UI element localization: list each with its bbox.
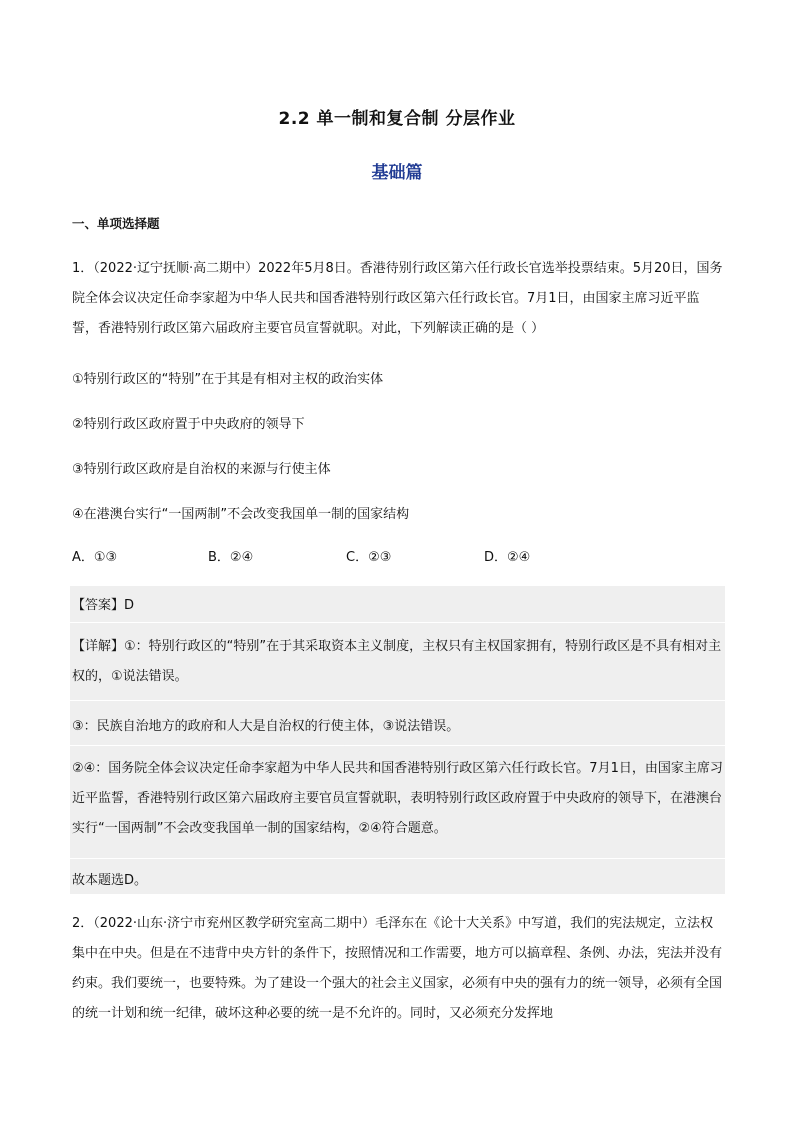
explanation-2: ③：民族自治地方的政府和人大是自治权的行使主体，③说法错误。	[72, 719, 460, 734]
question-1-item-4: ④在港澳台实行“一国两制”不会改变我国单一制的国家结构	[72, 507, 410, 522]
question-2-stem: 2．（2022·山东·济宁市兖州区教学研究室高二期中）毛泽东在《论十大关系》中写道，我们的宪法规定，立法权集中在中央。但是在不违背中央方针的条件下，按照情况和工作需要，地方可以搞章程、条例、办法，宪法并没有约束。我们要统一，也要特殊。为了建设一个强大的社会主义国家，必须有中央的强有力的统一领导，必须有全国的统一计划和统一纪律，破坏这种必要的统一是不允许的。同时，又必须充分发挥地	[72, 916, 723, 1021]
page-title: 2.2 单一制和复合制 分层作业	[278, 109, 516, 129]
explanation-3: ②④：国务院全体会议决定任命李家超为中华人民共和国香港特别行政区第六任行政长官。7月1日，由国家主席习近平监誓，香港特别行政区第六届政府主要官员宣誓就职，表明特别行政区政府置于中央政府的领导下，在港澳台实行“一国两制”不会改变我国单一制的国家结构，②④符合题意。	[72, 761, 723, 836]
question-1-stem: 1．（2022·辽宁抚顺·高二期中）2022年5月8日。香港待别行政区第六任行政长官选举投票结束。5月20日，国务院全体会议决定任命李家超为中华人民共和国香港特别行政区第六任行政长官。7月1日，由国家主席习近平监誓，香港特别行政区第六届政府主要官员宣誓就职。对此，下列解读正确的是（ ）	[72, 261, 723, 336]
answer-divider	[70, 700, 725, 701]
question-1-item-1: ①特别行政区的“特别”在于其是有相对主权的政治实体	[72, 372, 384, 387]
answer-divider	[70, 858, 725, 859]
option-c: C．②③	[346, 550, 392, 565]
question-1-item-2: ②特别行政区政府置于中央政府的领导下	[72, 417, 305, 432]
level-subtitle: 基础篇	[371, 163, 423, 183]
conclusion: 故本题选D。	[72, 873, 148, 888]
answer-divider	[70, 745, 725, 746]
option-b: B．②④	[208, 550, 254, 565]
question-1-item-3: ③特别行政区政府是自治权的来源与行使主体	[72, 462, 331, 477]
answer-label: 【答案】D	[72, 598, 135, 613]
section-heading: 一、单项选择题	[72, 216, 160, 231]
explanation-1: 【详解】①：特别行政区的“特别”在于其采取资本主义制度，主权只有主权国家拥有，特别行政区是不具有相对主权的，①说法错误。	[72, 639, 722, 684]
answer-divider	[70, 622, 725, 623]
option-d: D．②④	[484, 550, 531, 565]
option-a: A．①③	[72, 550, 118, 565]
